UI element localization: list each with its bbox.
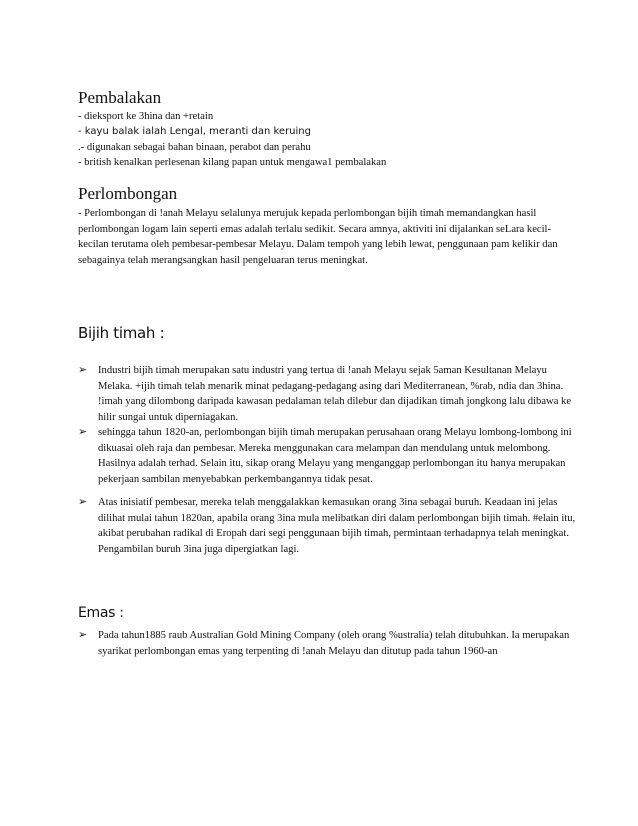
arrow-bullet-icon: ➢ (78, 364, 88, 376)
pembalakan-line-3: .- digunakan sebagai bahan binaan, perabot dan perahu (78, 142, 311, 153)
bijih-timah-bullet-3 (78, 495, 578, 557)
pembalakan-line-1: - dieksport ke 3hina dan +retain (78, 111, 214, 122)
bullet-text: Industri bijih timah merupakan satu industri yang tertua di !anah Melayu sejak 5aman Kesultanan Melayu Melaka. +ijih timah telah menarik minat pedagang-pedagang asing dari Mediterranean, %rab, ndia dan 3hina. !imah yang dilombong daripada kawasan pedalaman telah dilebur dan dijadikan timah jongkong lalu dibawa ke hilir sungai untuk diperniagakan. (98, 365, 572, 423)
section-title-perlombongan: Perlombongan (78, 184, 178, 203)
bullet-text: sehingga tahun 1820-an, perlombongan bijih timah merupakan perusahaan orang Melayu lombong-lombong ini dikuasai oleh raja dan pembesar. Mereka menggunakan cara melampan dan mendulang untuk melombong. Hasilnya adalah terhad. Selain itu, sikap orang Melayu yang menganggap perlombongan itu hanya merupakan pekerjaan sambilan menyebabkan perkembangannya tidak pesat. (98, 427, 572, 485)
bijih-timah-bullet-1 (78, 363, 578, 425)
arrow-bullet-icon: ➢ (78, 496, 88, 508)
emas-bullet-1 (78, 628, 578, 659)
bijih-timah-bullet-2 (78, 425, 578, 487)
section-title-emas: Emas : (78, 605, 124, 621)
arrow-bullet-icon: ➢ (78, 629, 88, 641)
section-title-pembalakan: Pembalakan (78, 88, 162, 107)
bullet-text: Atas inisiatif pembesar, mereka telah menggalakkan kemasukan orang 3ina sebagai buruh. Keadaan ini jelas dilihat mulai tahun 1820an, apabila orang 3ina mula melibatkan diri dalam perlombongan bijih timah. #elain itu, akibat perubahan radikal di Eropah dari segi penggunaan bijih timah, permintaan terhadapnya telah meningkat. Pengambilan buruh 3ina juga dipergiatkan lagi. (98, 497, 576, 555)
pembalakan-line-2: - kayu balak ialah Lengal, meranti dan keruing (78, 126, 311, 137)
arrow-bullet-icon: ➢ (78, 426, 88, 438)
section-title-bijih-timah: Bijih timah : (78, 324, 165, 342)
perlombongan-paragraph: - Perlombongan di !anah Melayu selalunya merujuk kepada perlombongan bijih timah memandangkan hasil perlombongan logam lain seperti emas adalah terlalu sedikit. Secara amnya, aktiviti ini dijalankan seLara kecil-kecilan terutama oleh pembesar-pembesar Melayu. Dalam tempoh yang lebih lewat, penggunaan pam kelikir dan sebagainya telah merangsangkan hasil pengeluaran terus meningkat. (78, 208, 558, 266)
bullet-text: Pada tahun1885 raub Australian Gold Mining Company (oleh orang %ustralia) telah ditubuhkan. Ia merupakan syarikat perlombongan emas yang terpenting di !anah Melayu dan ditutup pada tahun 1960-an (98, 630, 570, 657)
pembalakan-line-4: - british kenalkan perlesenan kilang papan untuk mengawa1 pembalakan (78, 157, 387, 168)
